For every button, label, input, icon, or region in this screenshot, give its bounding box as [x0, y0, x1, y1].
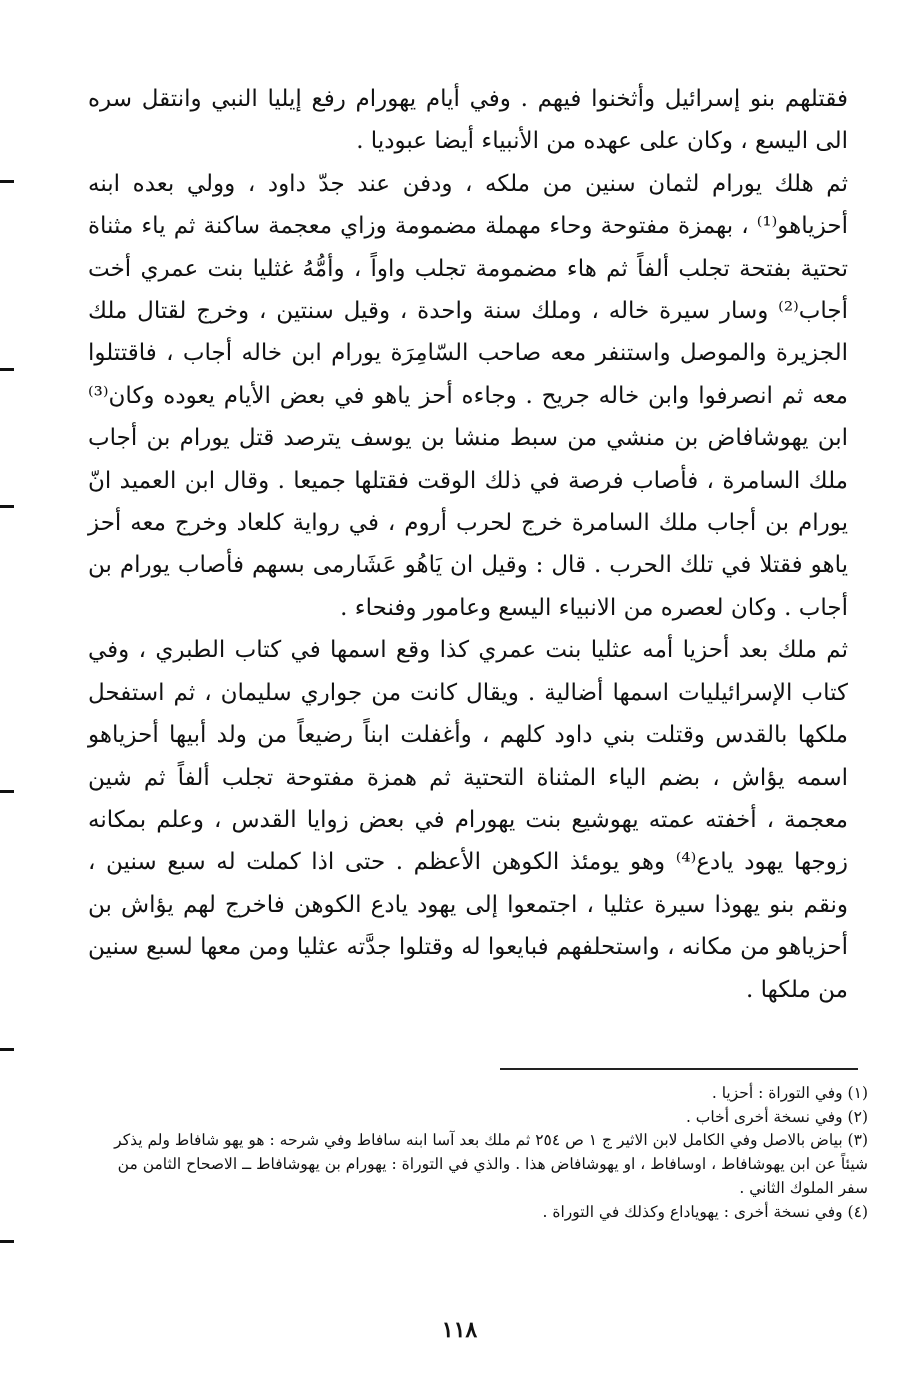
footnotes [88, 1082, 868, 1224]
scan-edge-mark [0, 505, 14, 508]
paragraph: ثم ملك بعد أحزيا أمه عثليا بنت عمري كذا وقع اسمها في كتاب الطبري ، وفي كتاب الإسرائيليات اسمها أضالية . ويقال كانت من جواري سليمان ، ثم استفحل ملكها بالقدس وقتلت بني داود كلهم ، وأغفلت ابناً رضيعاً من ولد أبيها أحزياهو اسمه يؤاش ، بضم الياء المثناة التحتية ثم همزة مفتوحة تجلب ألفاً ثم شين معجمة ، أخفته عمته يهوشيع بنت يهورام في بعض زوايا القدس ، وعلم بمكانه زوجها يهود يادع⁽⁴⁾ وهو يومئذ الكوهن الأعظم . حتى اذا كملت له سبع سنين ، ونقم بنو يهوذا سيرة عثليا ، اجتمعوا إلى يهود يادع الكوهن فاخرج لهم يؤاش بن أحزياهو من مكانه ، واستحلفهم فبايعوا له وقتلوا جدَّته عثليا ومن معها لسبع سنين من ملكها . [88, 637, 848, 1003]
scan-edge-mark [0, 1048, 14, 1051]
paragraph: فقتلهم بنو إسرائيل وأثخنوا فيهم . وفي أيام يهورام رفع إيليا النبي وانتقل سره الى اليسع ، وكان على عهده من الأنبياء أيضا عبوديا . [88, 86, 848, 155]
footnote: (١) وفي التوراة : أحزيا . [711, 1084, 868, 1102]
scan-edge-mark [0, 1240, 14, 1243]
scan-edge-mark [0, 790, 14, 793]
footnote-separator [500, 1068, 858, 1070]
footnote: (٤) وفي نسخة أخرى : يهوياداع وكذلك في التوراة . [542, 1202, 868, 1221]
page-number: ١١٨ [441, 1317, 478, 1343]
scan-edge-mark [0, 368, 14, 371]
paragraph: ثم هلك يورام لثمان سنين من ملكه ، ودفن عند جدّ داود ، وولي بعده ابنه أحزياهو⁽¹⁾ ، بهمزة مفتوحة وحاء مهملة مضمومة وزاي معجمة ساكنة ثم ياء مثناة تحتية بفتحة تجلب ألفاً ثم هاء مضمومة تجلب واواً ، وأمُّهُ غثليا بنت عمري أخت أجاب⁽²⁾ وسار سيرة خاله ، وملك سنة واحدة ، وقيل سنتين ، وخرج لقتال ملك الجزيرة والموصل واستنفر معه صاحب السّامِرَة يورام ابن خاله أجاب ، فاقتتلوا معه ثم انصرفوا وابن خاله جريح . وجاءه أحز ياهو في بعض الأيام يعوده وكان⁽³⁾ ابن يهوشافاض بن منشي من سبط منشا بن يوسف يترصد قتل يورام بن أجاب ملك السامرة ، فأصاب فرصة في ذلك الوقت فقتلها جميعا . وقال ابن العميد انّ يورام بن أجاب ملك السامرة خرج لحرب أروم ، في رواية كلعاد وخرج معه أحز ياهو فقتلا في تلك الحرب . قال : وقيل ان يَاهُو عَشَارمى بسهم فأصاب يورام بن أجاب . وكان لعصره من الانبياء اليسع وعامور وفنحاء . [88, 170, 848, 621]
footnote: (٢) وفي نسخة أخرى أخاب . [685, 1107, 868, 1126]
footnote: (٣) بياض بالاصل وفي الكامل لابن الاثير ج ١ ص ٢٥٤ ثم ملك بعد آسا ابنه سافاط وفي شرحه : هو يهو شافاط ولم يذكر شيئاً عن ابن يهوشافاط ، اوسافاط ، او يهوشافاض هذا . والذي في التوراة : يهورام بن يهوشافاط ــ الاصحاح الثامن من سفر الملوك الثاني . [114, 1131, 868, 1197]
main-text [88, 78, 848, 1011]
scan-edge-mark [0, 180, 14, 183]
